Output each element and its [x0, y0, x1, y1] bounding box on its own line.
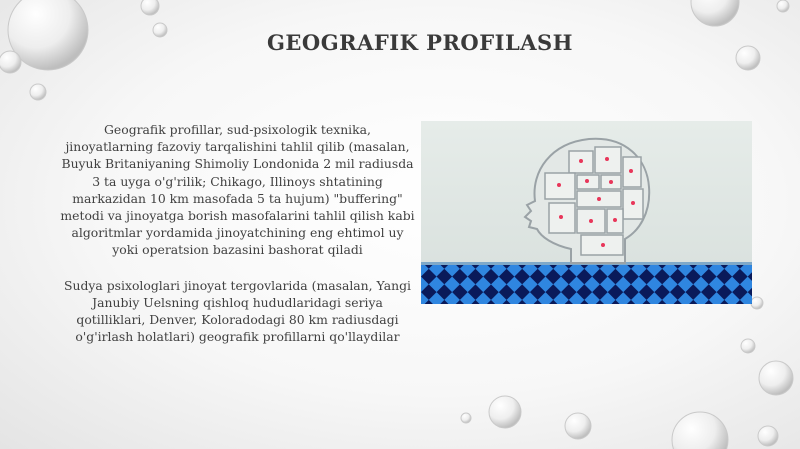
slide-body — [60, 121, 415, 363]
droplet — [736, 46, 760, 70]
droplet — [565, 413, 591, 439]
location-marker-icon — [597, 197, 601, 201]
location-marker-icon — [559, 215, 563, 219]
droplet — [489, 396, 521, 428]
droplet — [141, 0, 159, 15]
location-marker-icon — [585, 179, 589, 183]
location-marker-icon — [605, 157, 609, 161]
location-marker-icon — [579, 159, 583, 163]
location-marker-icon — [589, 219, 593, 223]
droplet — [461, 413, 471, 423]
droplet — [0, 51, 21, 73]
droplet — [751, 297, 763, 309]
location-marker-icon — [557, 183, 561, 187]
droplet — [672, 412, 728, 449]
droplet — [741, 339, 755, 353]
location-marker-icon — [613, 218, 617, 222]
location-marker-icon — [631, 201, 635, 205]
location-marker-icon — [601, 243, 605, 247]
paragraph-forensic-psychologists: Sudya psixologlari jinoyat tergovlarida (masalan, Yangi Janubiy Uelsning qishloq hududlaridagi seriya qotilliklari, Denver, Koloradodagi 80 km radiusdagi o'g'irlash holatlari) geografik profillarni qo'llaydilar — [63, 277, 412, 345]
droplet — [30, 84, 46, 100]
head-map-illustration — [421, 121, 752, 304]
droplet — [758, 426, 778, 446]
droplet — [759, 361, 793, 395]
paragraph-geographic-profiles: Geografik profillar, sud-psixologik texnika, jinoyatlarning fazoviy tarqalishini tahlil qilib (masalan, Buyuk Britaniyaning Shimoliy Londonida 2 mil radiusda 3 ta uyga o'g'rilik; Chikago, Illinoys shtatining markazidan 10 km masofada 5 ta hujum) "buffering" metodi va jinoyatga borish masofalarini tahlil qilish kabi algoritmlar yordamida jinoyatchining eng ehtimol uy yoki operatsion bazasini bashorat qiladi — [60, 122, 415, 258]
location-marker-icon — [609, 180, 613, 184]
tiled-floor — [421, 264, 752, 304]
location-marker-icon — [629, 169, 633, 173]
droplet — [777, 0, 789, 12]
droplet — [153, 23, 167, 37]
droplet — [691, 0, 739, 26]
slide-title: GEOGRAFIK PROFILASH — [266, 30, 574, 55]
